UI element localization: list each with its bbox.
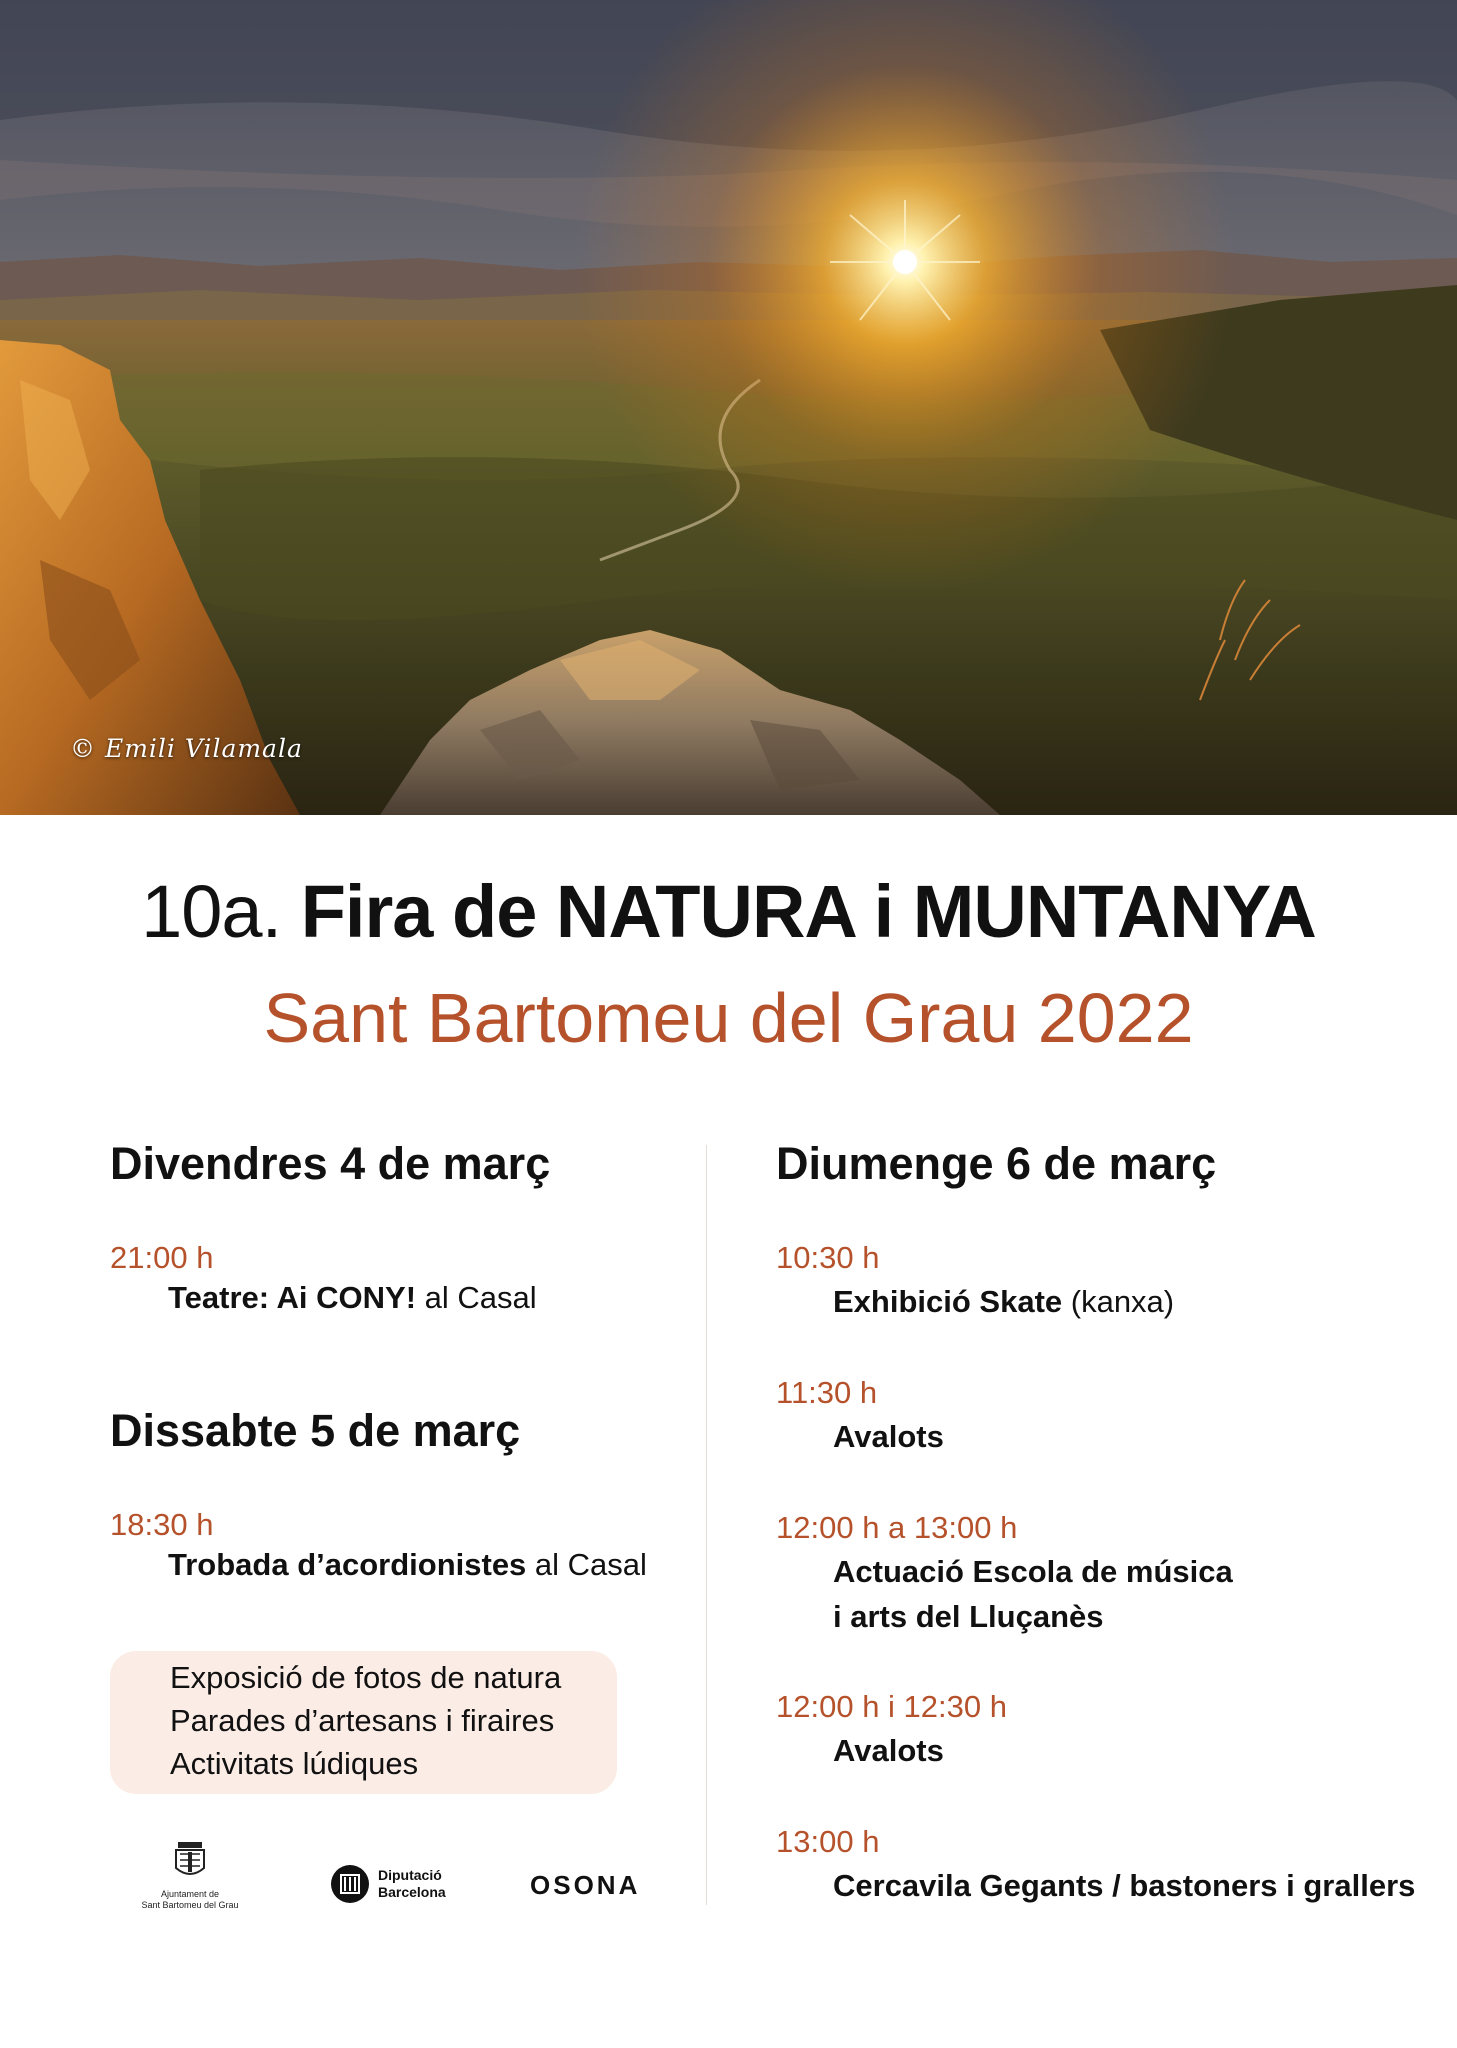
event-title: Teatre: Ai CONY! [168,1280,417,1315]
photo-credit: © Emili Vilamala [70,734,303,763]
event-title: Avalots [833,1733,944,1768]
event-title [0,870,1457,954]
event-title: Actuació Escola de música [833,1554,1233,1589]
event-title: Cercavila Gegants / bastoners i grallers [833,1868,1416,1903]
event-title: Trobada d’acordionistes [168,1547,527,1582]
diputacio-emblem-icon [330,1864,370,1904]
diputacio-city: Barcelona [378,1884,446,1900]
ajuntament-logo [140,1840,240,1911]
event-activity [168,1275,537,1321]
ajuntament-label-2: Sant Bartomeu del Grau [141,1900,239,1910]
event-activity [168,1542,647,1588]
highlight-item: Parades d’artesans i firaires [170,1703,555,1738]
highlights-box [110,1651,617,1794]
coat-of-arms-icon [140,1840,240,1884]
diputacio-name: Diputació [378,1867,442,1883]
event-time: 10:30 h [776,1240,880,1275]
event-activity [833,1279,1174,1325]
event-title-line2: i arts del Lluçanès [833,1599,1104,1634]
event-subtitle: Sant Bartomeu del Grau 2022 [263,979,1194,1057]
event-title: Exhibició Skate [833,1284,1063,1319]
fair-name: Fira de NATURA i MUNTANYA [300,870,1316,953]
day-sunday: Diumenge 6 de març [776,1138,1217,1189]
event-activity [833,1549,1233,1595]
event-time: 13:00 h [776,1824,880,1859]
osona-logo: OSONA [530,1870,641,1900]
event-activity [833,1863,1415,1909]
event-activity [833,1414,944,1460]
hero-photo [0,0,1457,815]
highlight-item: Exposició de fotos de natura [170,1660,562,1695]
highlight-item: Activitats lúdiques [170,1746,419,1781]
event-activity [833,1728,944,1774]
ajuntament-label-1: Ajuntament de [160,1889,220,1899]
column-divider [706,1145,707,1905]
day-friday: Divendres 4 de març [110,1138,551,1189]
event-title: Avalots [833,1419,944,1454]
event-detail: (kanxa) [1062,1284,1175,1319]
event-time: 18:30 h [110,1507,214,1542]
diputacio-logo [330,1864,470,1908]
event-detail: al Casal [526,1547,647,1582]
event-detail: al Casal [416,1280,537,1315]
event-time: 12:00 h a 13:00 h [776,1510,1018,1545]
day-saturday: Dissabte 5 de març [110,1405,521,1456]
edition-number: 10a. [141,870,282,953]
event-time: 21:00 h [110,1240,214,1275]
event-time: 12:00 h i 12:30 h [776,1689,1007,1724]
event-time: 11:30 h [776,1375,878,1410]
event-activity [833,1594,1104,1640]
